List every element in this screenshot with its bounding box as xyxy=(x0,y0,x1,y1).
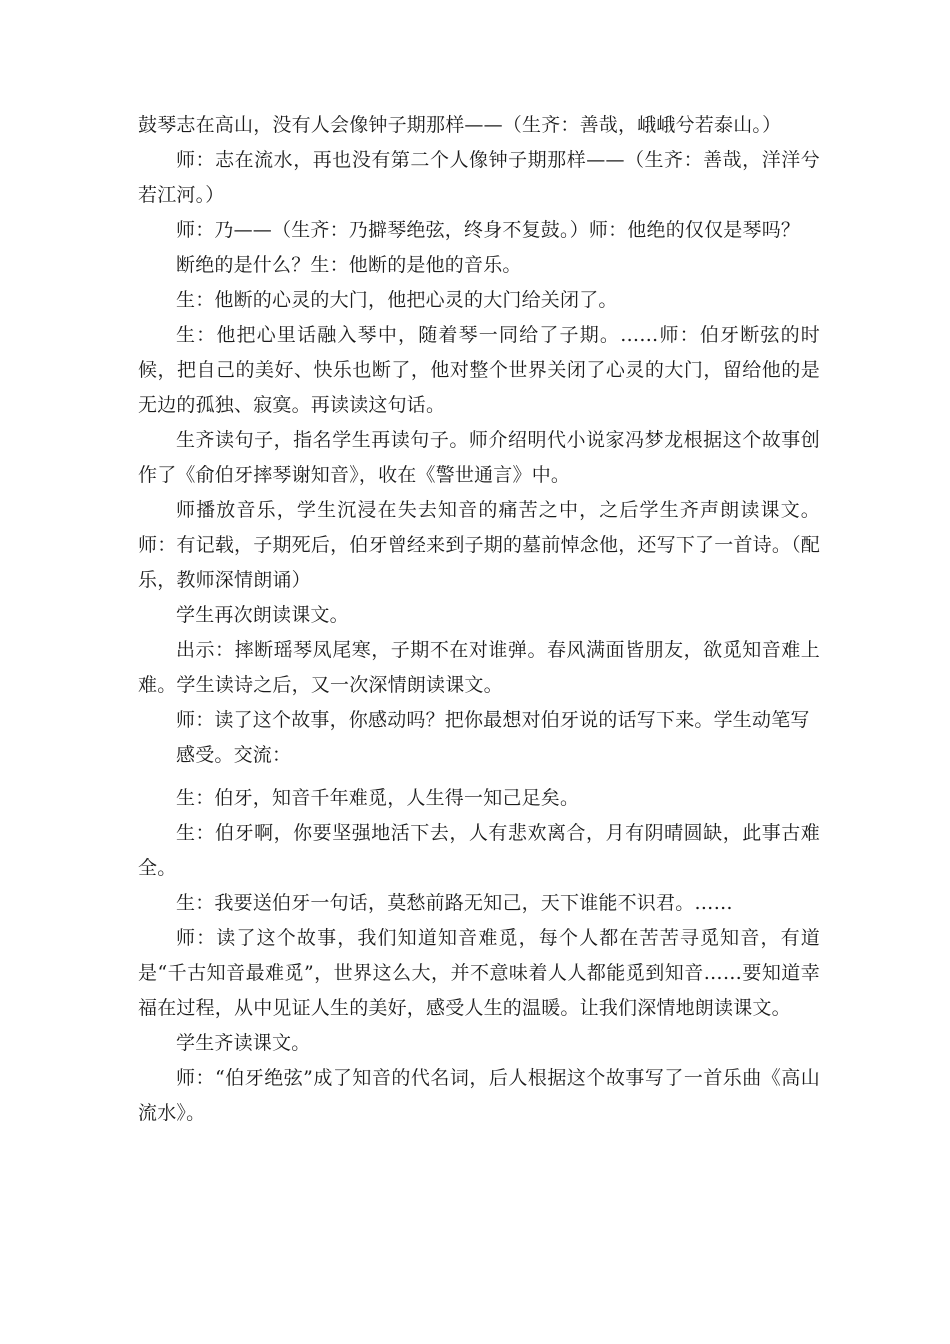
paragraph-18: 师：“伯牙绝弦”成了知音的代名词，后人根据这个故事写了一首乐曲《高山流水》。 xyxy=(138,1067,820,1124)
paragraph-16: 师：读了这个故事，我们知道知音难觅，每个人都在苦苦寻觅知音，有道是“千古知音最难觅”，世界这么大，并不意味着人人都能觅到知音……要知道幸福在过程，从中见证人生的美好，感受人生的温暖。让我们深情地朗读课文。 xyxy=(138,927,820,1019)
paragraph-4: 断绝的是什么？生：他断的是他的音乐。 xyxy=(176,254,522,276)
paragraph-9: 学生再次朗读课文。 xyxy=(176,604,349,626)
document-body xyxy=(138,108,820,1131)
paragraph-10: 出示：摔断瑶琴凤尾寒，子期不在对谁弹。春风满面皆朋友，欲觅知音难上难。学生读诗之后，又一次深情朗读课文。 xyxy=(138,639,820,696)
paragraph-8: 师播放音乐，学生沉浸在失去知音的痛苦之中，之后学生齐声朗读课文。师：有记载，子期死后，伯牙曾经来到子期的墓前悼念他，还写下了一首诗。（配乐，教师深情朗诵） xyxy=(138,499,820,591)
paragraph-5: 生：他断的心灵的大门，他把心灵的大门给关闭了。 xyxy=(176,289,618,311)
paragraph-17: 学生齐读课文。 xyxy=(176,1032,311,1054)
paragraph-11: 师：读了这个故事，你感动吗？把你最想对伯牙说的话写下来。学生动笔写 xyxy=(176,709,810,731)
paragraph-3: 师：乃——（生齐：乃擗琴绝弦，终身不复鼓。）师：他绝的仅仅是琴吗？ xyxy=(176,219,801,241)
paragraph-7: 生齐读句子，指名学生再读句子。师介绍明代小说家冯梦龙根据这个故事创作了《俞伯牙摔琴谢知音》，收在《警世通言》中。 xyxy=(138,429,820,486)
paragraph-12: 感受。交流： xyxy=(176,744,292,766)
paragraph-2: 师：志在流水，再也没有第二个人像钟子期那样——（生齐：善哉，洋洋兮若江河。） xyxy=(138,149,820,206)
paragraph-13: 生：伯牙，知音千年难觅，人生得一知己足矣。 xyxy=(176,787,580,809)
paragraph-14: 生：伯牙啊，你要坚强地活下去，人有悲欢离合，月有阴晴圆缺，此事古难全。 xyxy=(138,822,820,879)
paragraph-1: 鼓琴志在高山，没有人会像钟子期那样——（生齐：善哉，峨峨兮若泰山。） xyxy=(138,114,782,136)
paragraph-15: 生：我要送伯牙一句话，莫愁前路无知己，天下谁能不识君。…… xyxy=(176,892,733,914)
paragraph-6: 生：他把心里话融入琴中，随着琴一同给了子期。……师：伯牙断弦的时候，把自己的美好、快乐也断了，他对整个世界关闭了心灵的大门，留给他的是无边的孤独、寂寞。再读读这句话。 xyxy=(138,324,820,416)
